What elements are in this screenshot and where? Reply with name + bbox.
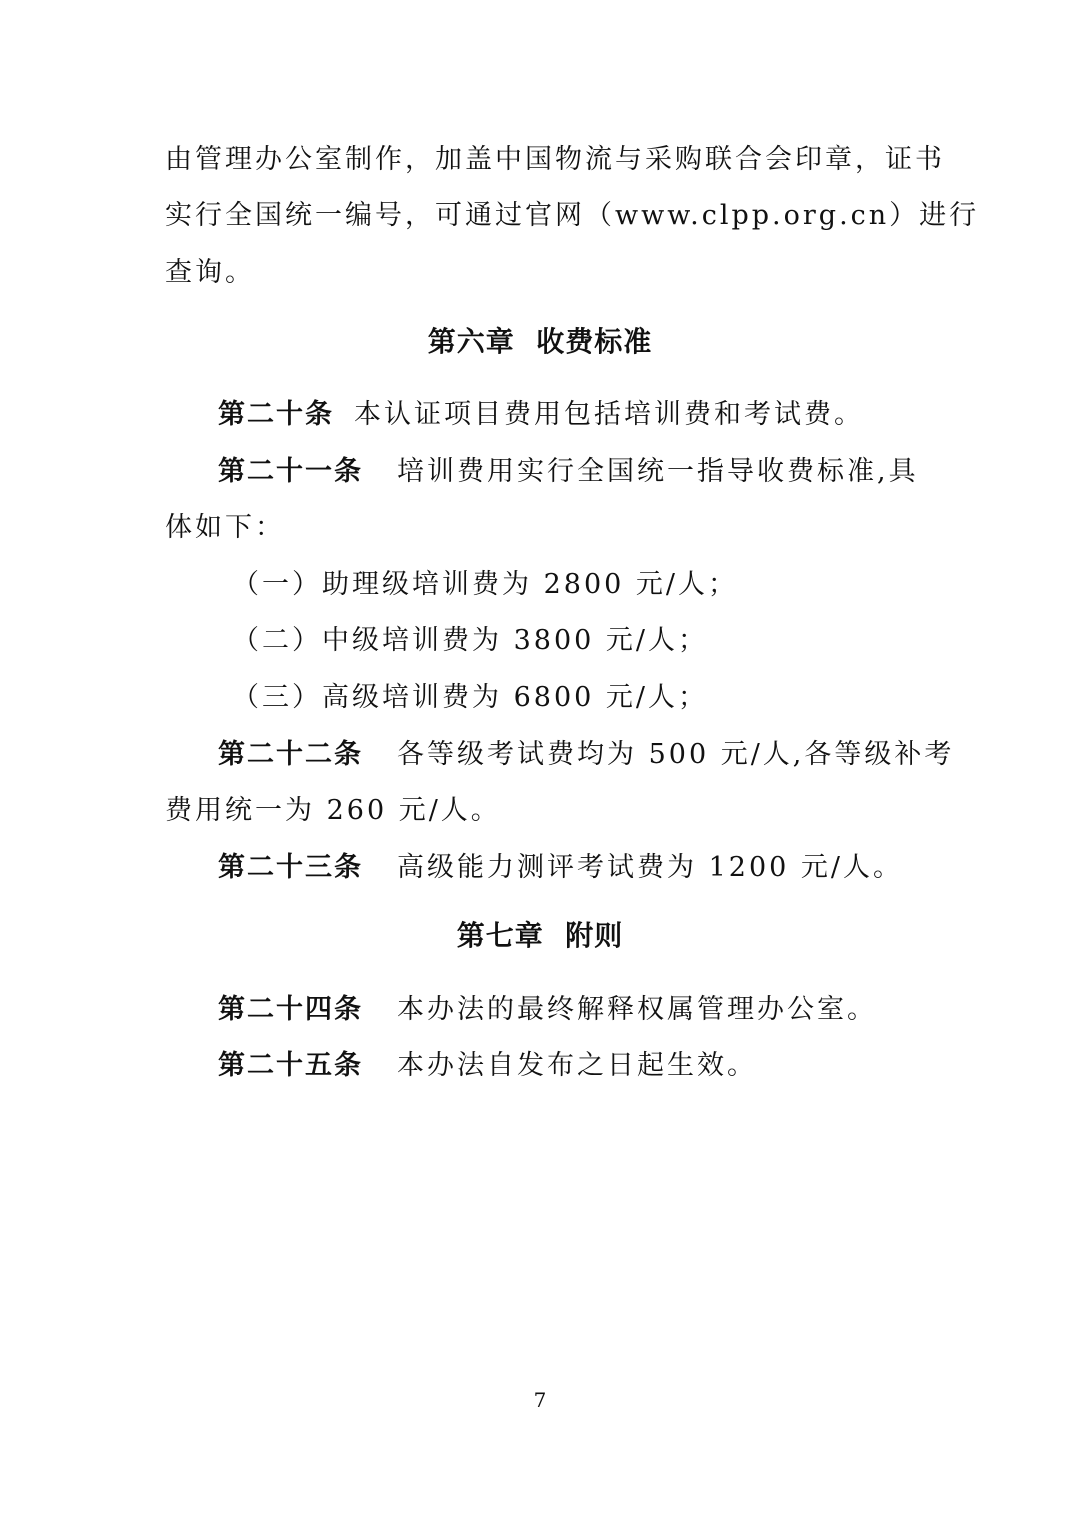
article-22-label: 第二十二条 [218,739,363,770]
chapter-6-heading: 第六章 收费标准 [427,325,653,358]
article-25 [218,1046,968,1086]
intro-line-2: 实行全国统一编号，可通过官网（www.clpp.org.cn）进行 [165,200,980,231]
page-number: 7 [533,1388,547,1412]
article-22-text-1: 各等级考试费均为 500 元/人,各等级补考 [397,739,955,770]
article-20-text: 本认证项目费用包括培训费和考试费。 [354,399,864,430]
article-25-text: 本办法自发布之日起生效。 [397,1050,757,1081]
intro-line-3: 查询。 [165,257,255,288]
article-24-text: 本办法的最终解释权属管理办公室。 [397,994,877,1025]
fee-item-1: （一）助理级培训费为 2800 元/人； [232,569,738,600]
fee-item-2: （二）中级培训费为 3800 元/人； [232,625,708,656]
article-20-label: 第二十条 [218,399,334,430]
article-24-label: 第二十四条 [218,994,363,1025]
article-21-text-2: 体如下： [165,512,285,543]
article-21 [218,452,919,492]
article-23-text: 高级能力测评考试费为 1200 元/人。 [397,852,903,883]
fee-item-3: （三）高级培训费为 6800 元/人； [232,682,708,713]
article-23 [218,848,968,888]
article-24 [218,990,968,1030]
article-25-label: 第二十五条 [218,1050,363,1081]
intro-line-1: 由管理办公室制作，加盖中国物流与采购联合会印章，证书 [165,144,945,175]
article-21-label: 第二十一条 [218,456,363,487]
chapter-7-heading: 第七章 附则 [456,919,624,952]
article-22-text-2: 费用统一为 260 元/人。 [165,795,501,826]
article-21-text-1: 培训费用实行全国统一指导收费标准,具 [397,456,919,487]
article-22 [218,735,968,775]
article-20 [218,395,968,435]
article-23-label: 第二十三条 [218,852,363,883]
